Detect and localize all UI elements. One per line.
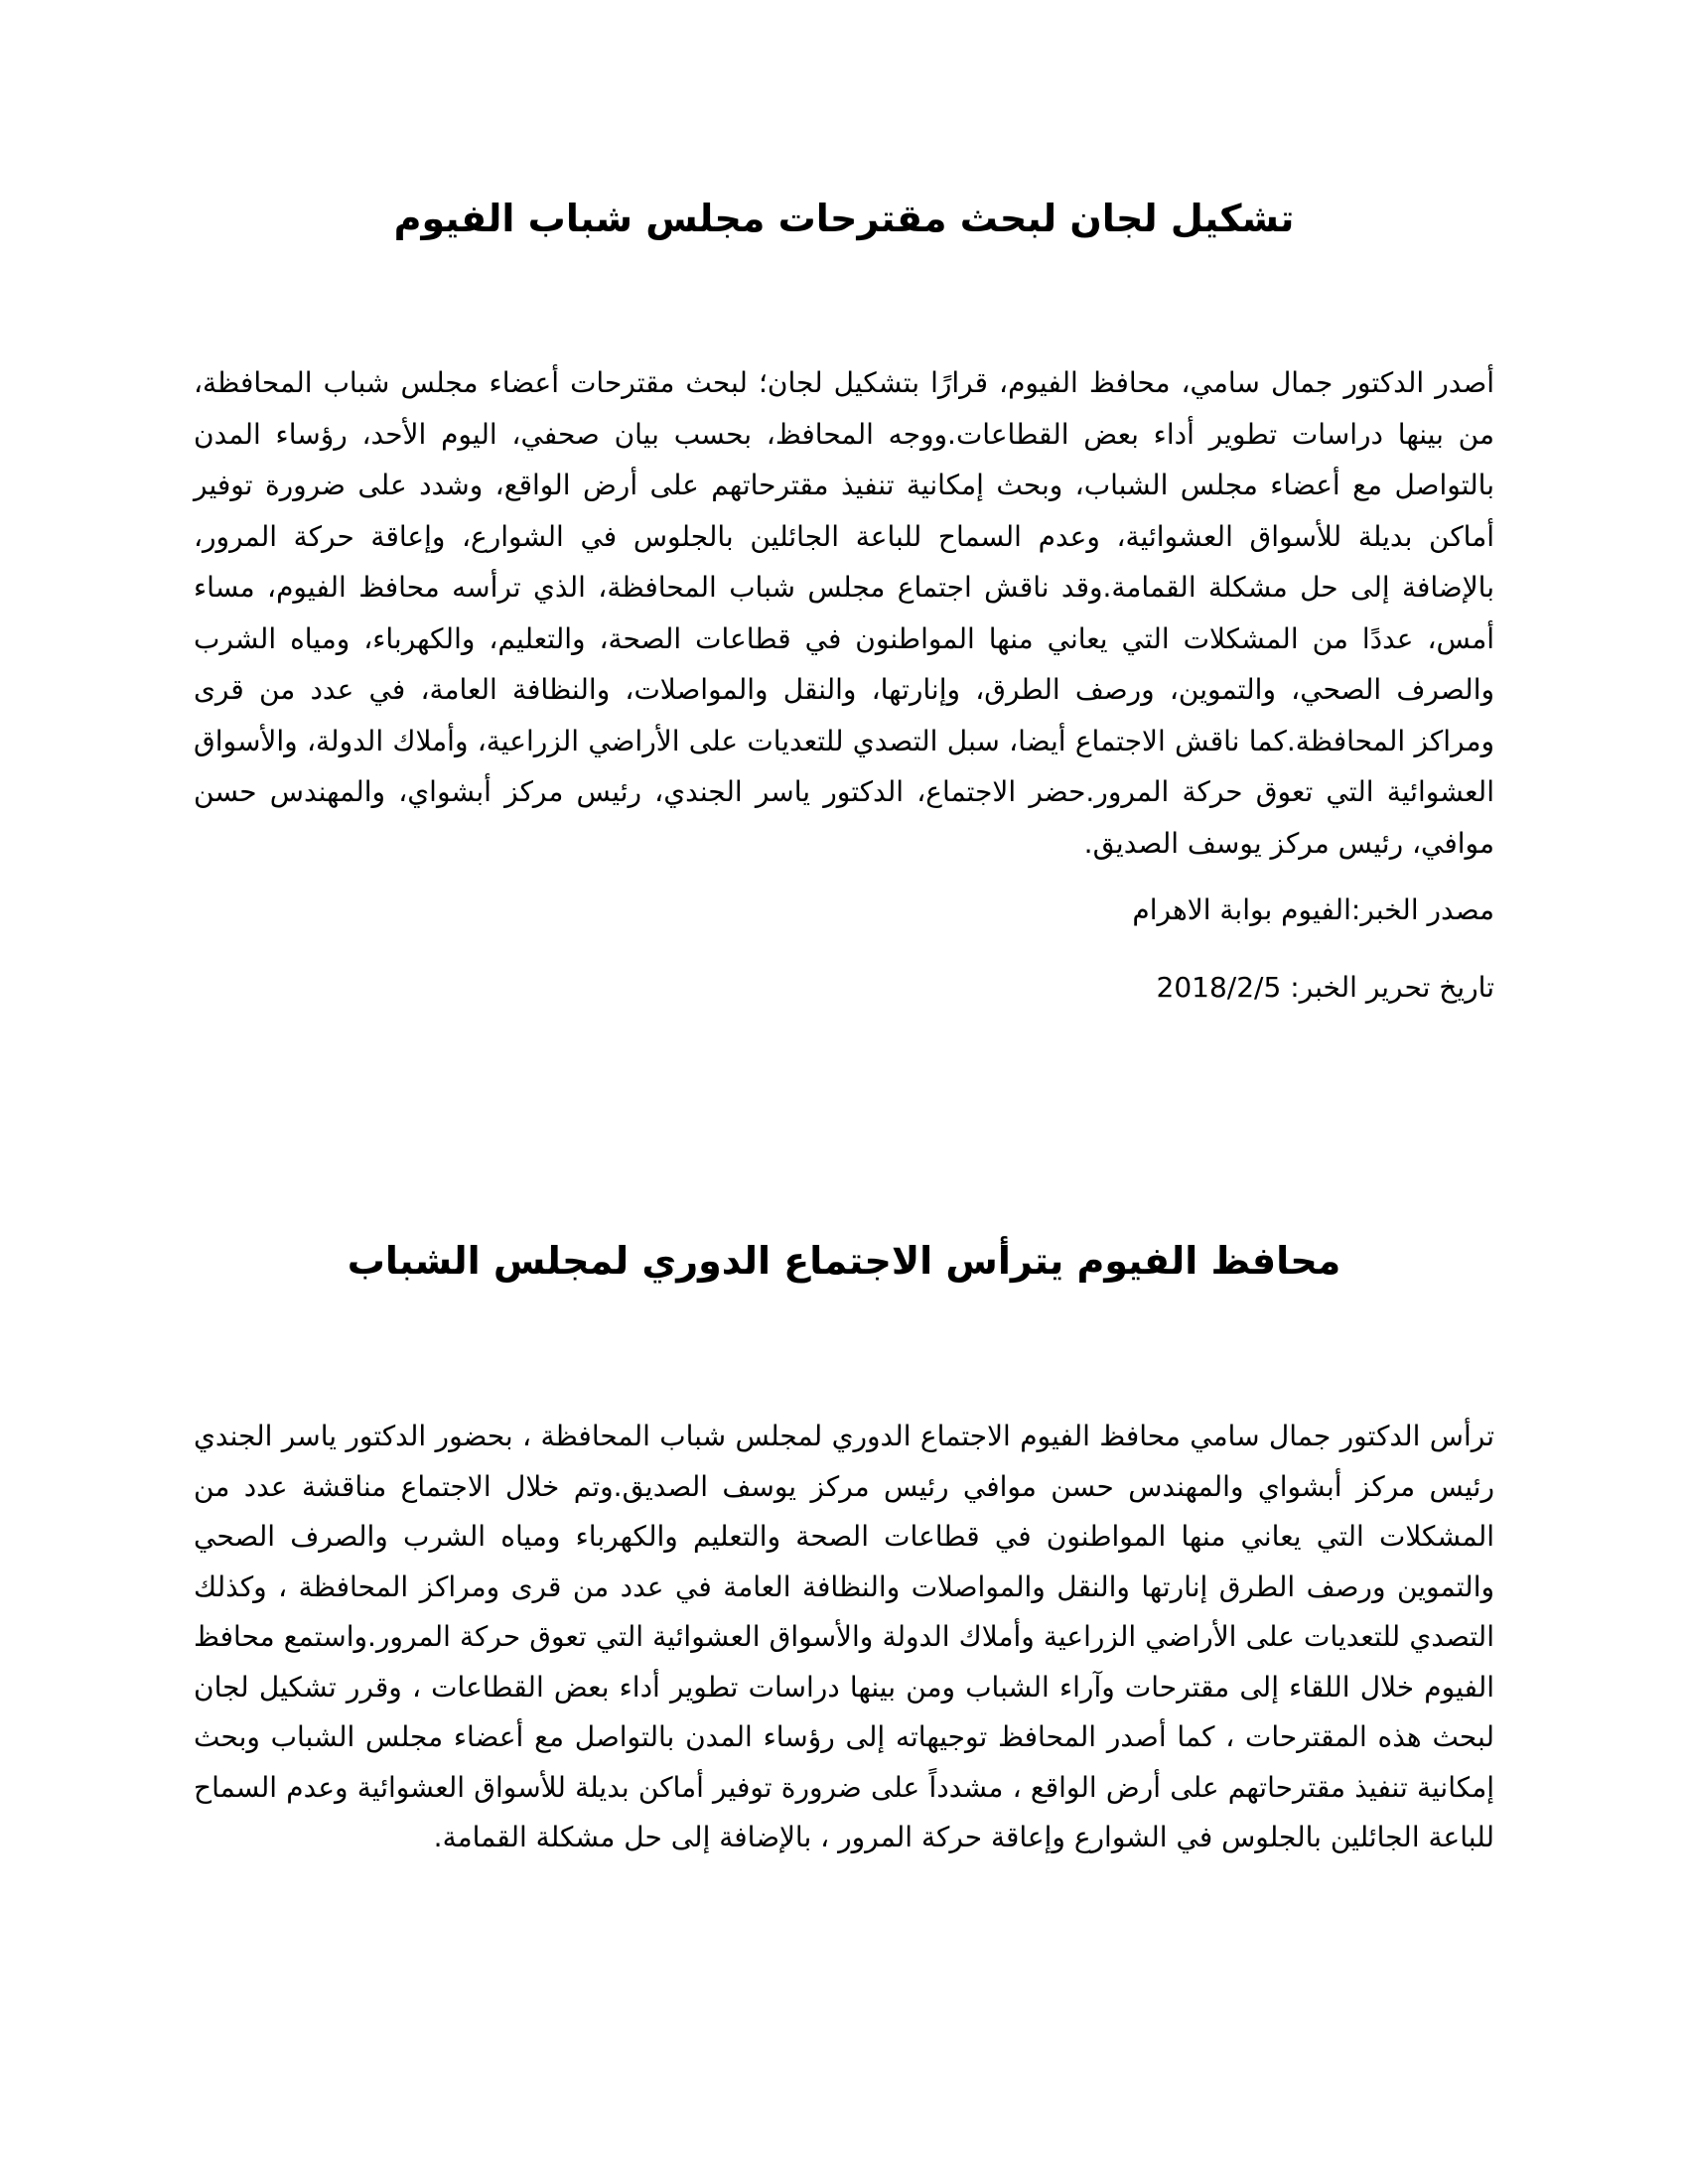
news-source-label: مصدر الخبر: [1350, 893, 1494, 926]
article-headline: محافظ الفيوم يترأس الاجتماع الدوري لمجلس الشباب [347, 1239, 1341, 1283]
news-date-label: تاريخ تحرير الخبر: [1281, 971, 1494, 1004]
article-headline: تشكيل لجان لبحث مقترحات مجلس شباب الفيوم [393, 197, 1295, 240]
article-body: أصدر الدكتور جمال سامي، محافظ الفيوم، قرارًا بتشكيل لجان؛ لبحث مقترحات أعضاء مجلس شباب المحافظة، من بينها دراسات تطوير أداء بعض القطاعات.ووجه المحافظ، بحسب بيان صحفي، اليوم الأحد، رؤساء المدن بالتواصل مع أعضاء مجلس الشباب، وبحث إمكانية تنفيذ مقترحاتهم على أرض الواقع، وشدد على ضرورة توفير أماكن بديلة للأسواق العشوائية، وعدم السماح للباعة الجائلين بالجلوس في الشوارع، وإعاقة حركة المرور، بالإضافة إلى حل مشكلة القمامة.وقد ناقش اجتماع مجلس شباب المحافظة، الذي ترأسه محافظ الفيوم، مساء أمس، عددًا من المشكلات التي يعاني منها المواطنون في قطاعات الصحة، والتعليم، والكهرباء، ومياه الشرب والصرف الصحي، والتموين، ورصف الطرق، وإنارتها، والنقل والمواصلات، والنظافة العامة، في عدد من قرى ومراكز المحافظة.كما ناقش الاجتماع أيضا، سبل التصدي للتعديات على الأراضي الزراعية، وأملاك الدولة، والأسواق العشوائية التي تعوق حركة المرور.حضر الاجتماع، الدكتور ياسر الجندي، رئيس مركز أبشواي، والمهندس حسن موافي، رئيس مركز يوسف الصديق. [194, 366, 1494, 860]
article-youth-council-committees [194, 189, 1494, 1008]
news-date-value: 2018/2/5 [1156, 971, 1282, 1004]
article-periodic-meeting [194, 1231, 1494, 1863]
article-body: ترأس الدكتور جمال سامي محافظ الفيوم الاجتماع الدوري لمجلس شباب المحافظة ، بحضور الدكتور ياسر الجندي رئيس مركز أبشواي والمهندس حسن موافي رئيس مركز يوسف الصديق.وتم خلال الاجتماع مناقشة عدد من المشكلات التي يعاني منها المواطنون في قطاعات الصحة والتعليم والكهرباء ومياه الشرب والصرف الصحي والتموين ورصف الطرق إنارتها والنقل والمواصلات والنظافة العامة في عدد من قرى ومراكز المحافظة ، وكذلك التصدي للتعديات على الأراضي الزراعية وأملاك الدولة والأسواق العشوائية التي تعوق حركة المرور.واستمع محافظ الفيوم خلال اللقاء إلى مقترحات وآراء الشباب ومن بينها دراسات تطوير أداء بعض القطاعات ، وقرر تشكيل لجان لبحث هذه المقترحات ، كما أصدر المحافظ توجيهاته إلى رؤساء المدن بالتواصل مع أعضاء مجلس الشباب وبحث إمكانية تنفيذ مقترحاتهم على أرض الواقع ، مشدداً على ضرورة توفير أماكن بديلة للأسواق العشوائية وعدم السماح للباعة الجائلين بالجلوس في الشوارع وإعاقة حركة المرور ، بالإضافة إلى حل مشكلة القمامة. [194, 1420, 1494, 1853]
news-date [194, 968, 1494, 1008]
news-source [194, 890, 1494, 930]
news-source-value: الفيوم بوابة الاهرام [1132, 893, 1351, 926]
